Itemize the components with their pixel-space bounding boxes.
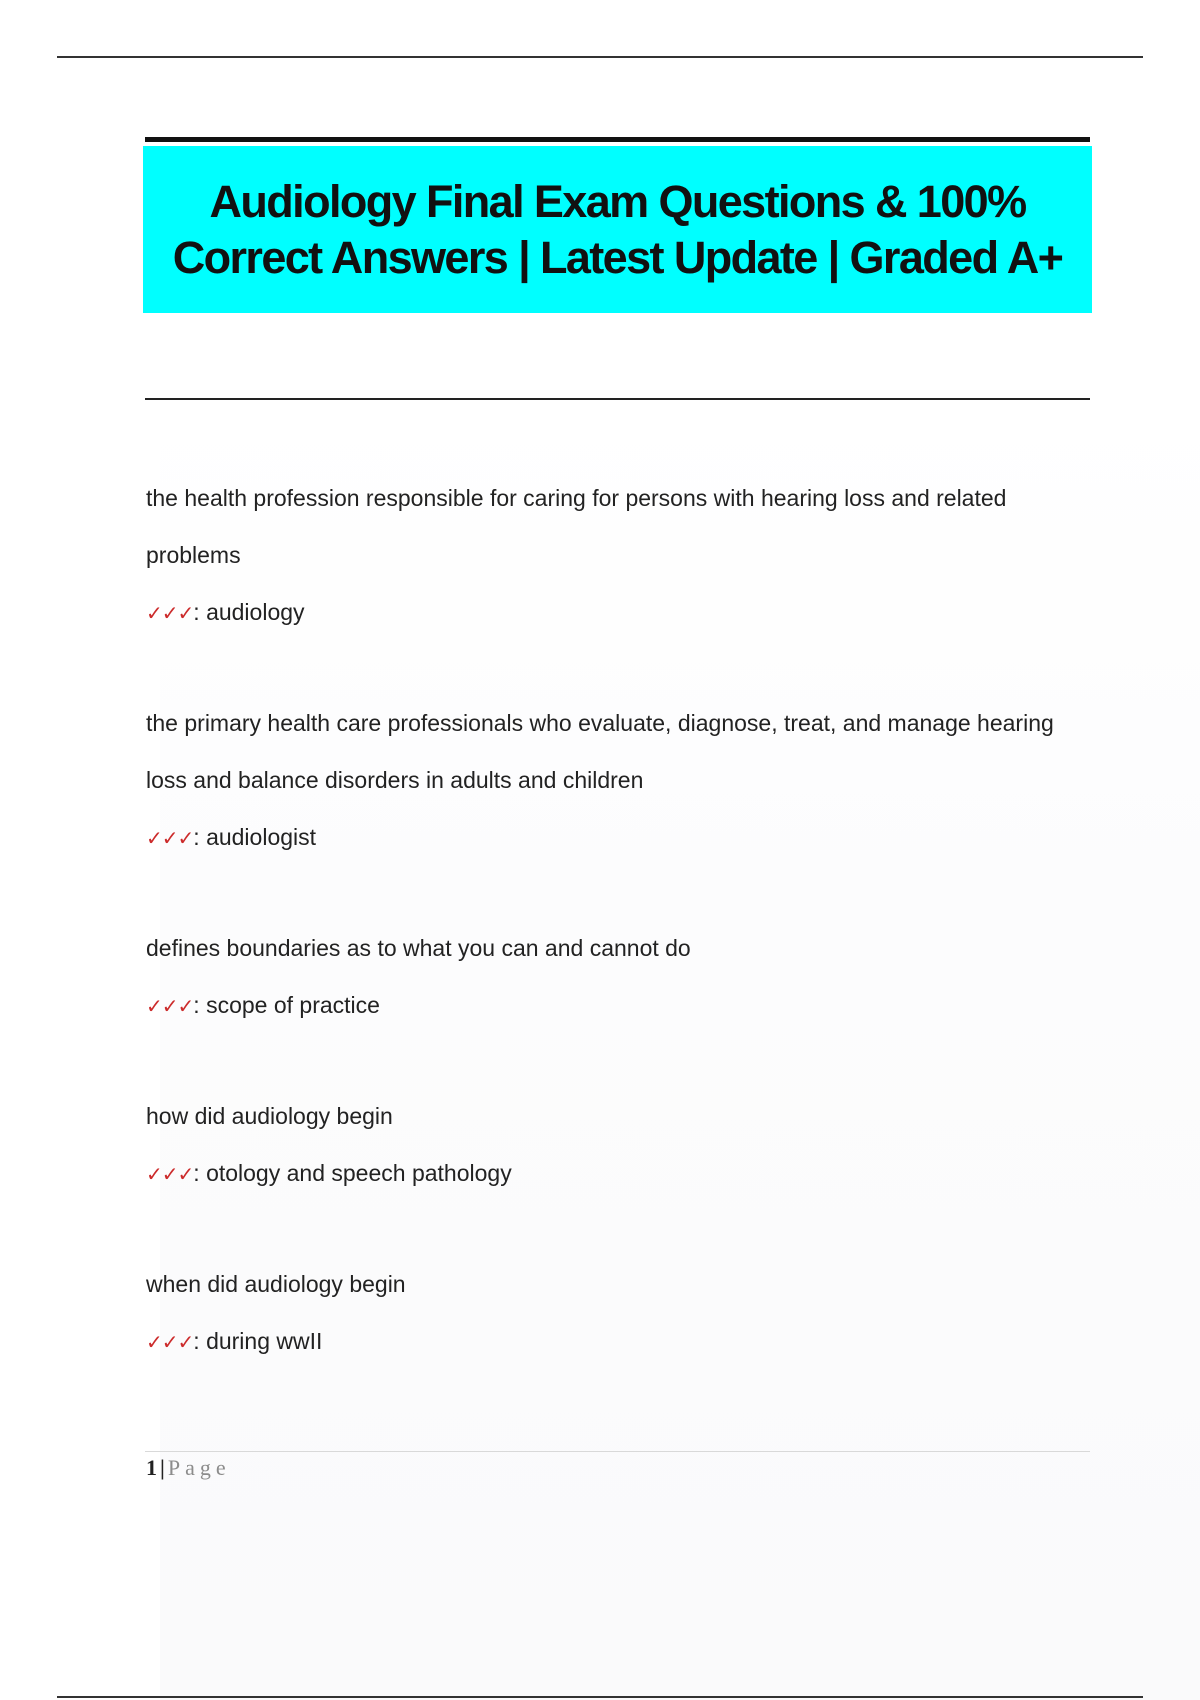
answer-text: during wwII	[206, 1328, 323, 1354]
answer-separator: :	[193, 1328, 207, 1354]
answer-text: audiologist	[206, 824, 317, 850]
checkmark-icon: ✓✓✓	[146, 1330, 194, 1354]
page-separator: |	[160, 1455, 165, 1480]
title-top-rule	[145, 137, 1090, 142]
title-banner	[143, 146, 1092, 313]
answer-line	[146, 584, 1090, 642]
answer-separator: :	[193, 824, 207, 850]
page-label: Page	[167, 1455, 231, 1480]
checkmark-icon: ✓✓✓	[146, 826, 194, 850]
document-title: Audiology Final Exam Questions & 100% Correct Answers | Latest Update | Graded A+	[172, 175, 1063, 283]
qa-list	[146, 470, 1090, 1424]
question-text: defines boundaries as to what you can and cannot do	[146, 935, 691, 961]
answer-line	[146, 1313, 1090, 1371]
qa-item	[146, 695, 1090, 867]
answer-line	[146, 809, 1090, 867]
answer-line	[146, 977, 1090, 1035]
answer-separator: :	[193, 1160, 207, 1186]
answer-text: audiology	[206, 599, 305, 625]
bottom-border-line	[57, 1696, 1143, 1698]
answer-text: otology and speech pathology	[206, 1160, 512, 1186]
title-bottom-rule	[145, 398, 1090, 400]
page-footer	[146, 1453, 231, 1483]
question-text: the primary health care professionals who evaluate, diagnose, treat, and manage hearing loss and balance disorders in adults and children	[146, 710, 1054, 793]
question-text: how did audiology begin	[146, 1103, 393, 1129]
qa-item	[146, 1256, 1090, 1371]
page-number: 1	[146, 1455, 157, 1480]
top-border-line	[57, 56, 1143, 58]
checkmark-icon: ✓✓✓	[146, 994, 194, 1018]
qa-item	[146, 1088, 1090, 1203]
checkmark-icon: ✓✓✓	[146, 601, 194, 625]
qa-item	[146, 920, 1090, 1035]
qa-item	[146, 470, 1090, 642]
answer-separator: :	[193, 992, 207, 1018]
answer-text: scope of practice	[206, 992, 380, 1018]
question-text: the health profession responsible for caring for persons with hearing loss and related problems	[146, 485, 1007, 568]
question-text: when did audiology begin	[146, 1271, 406, 1297]
answer-separator: :	[193, 599, 207, 625]
footer-rule	[145, 1451, 1090, 1452]
checkmark-icon: ✓✓✓	[146, 1162, 194, 1186]
answer-line	[146, 1145, 1090, 1203]
